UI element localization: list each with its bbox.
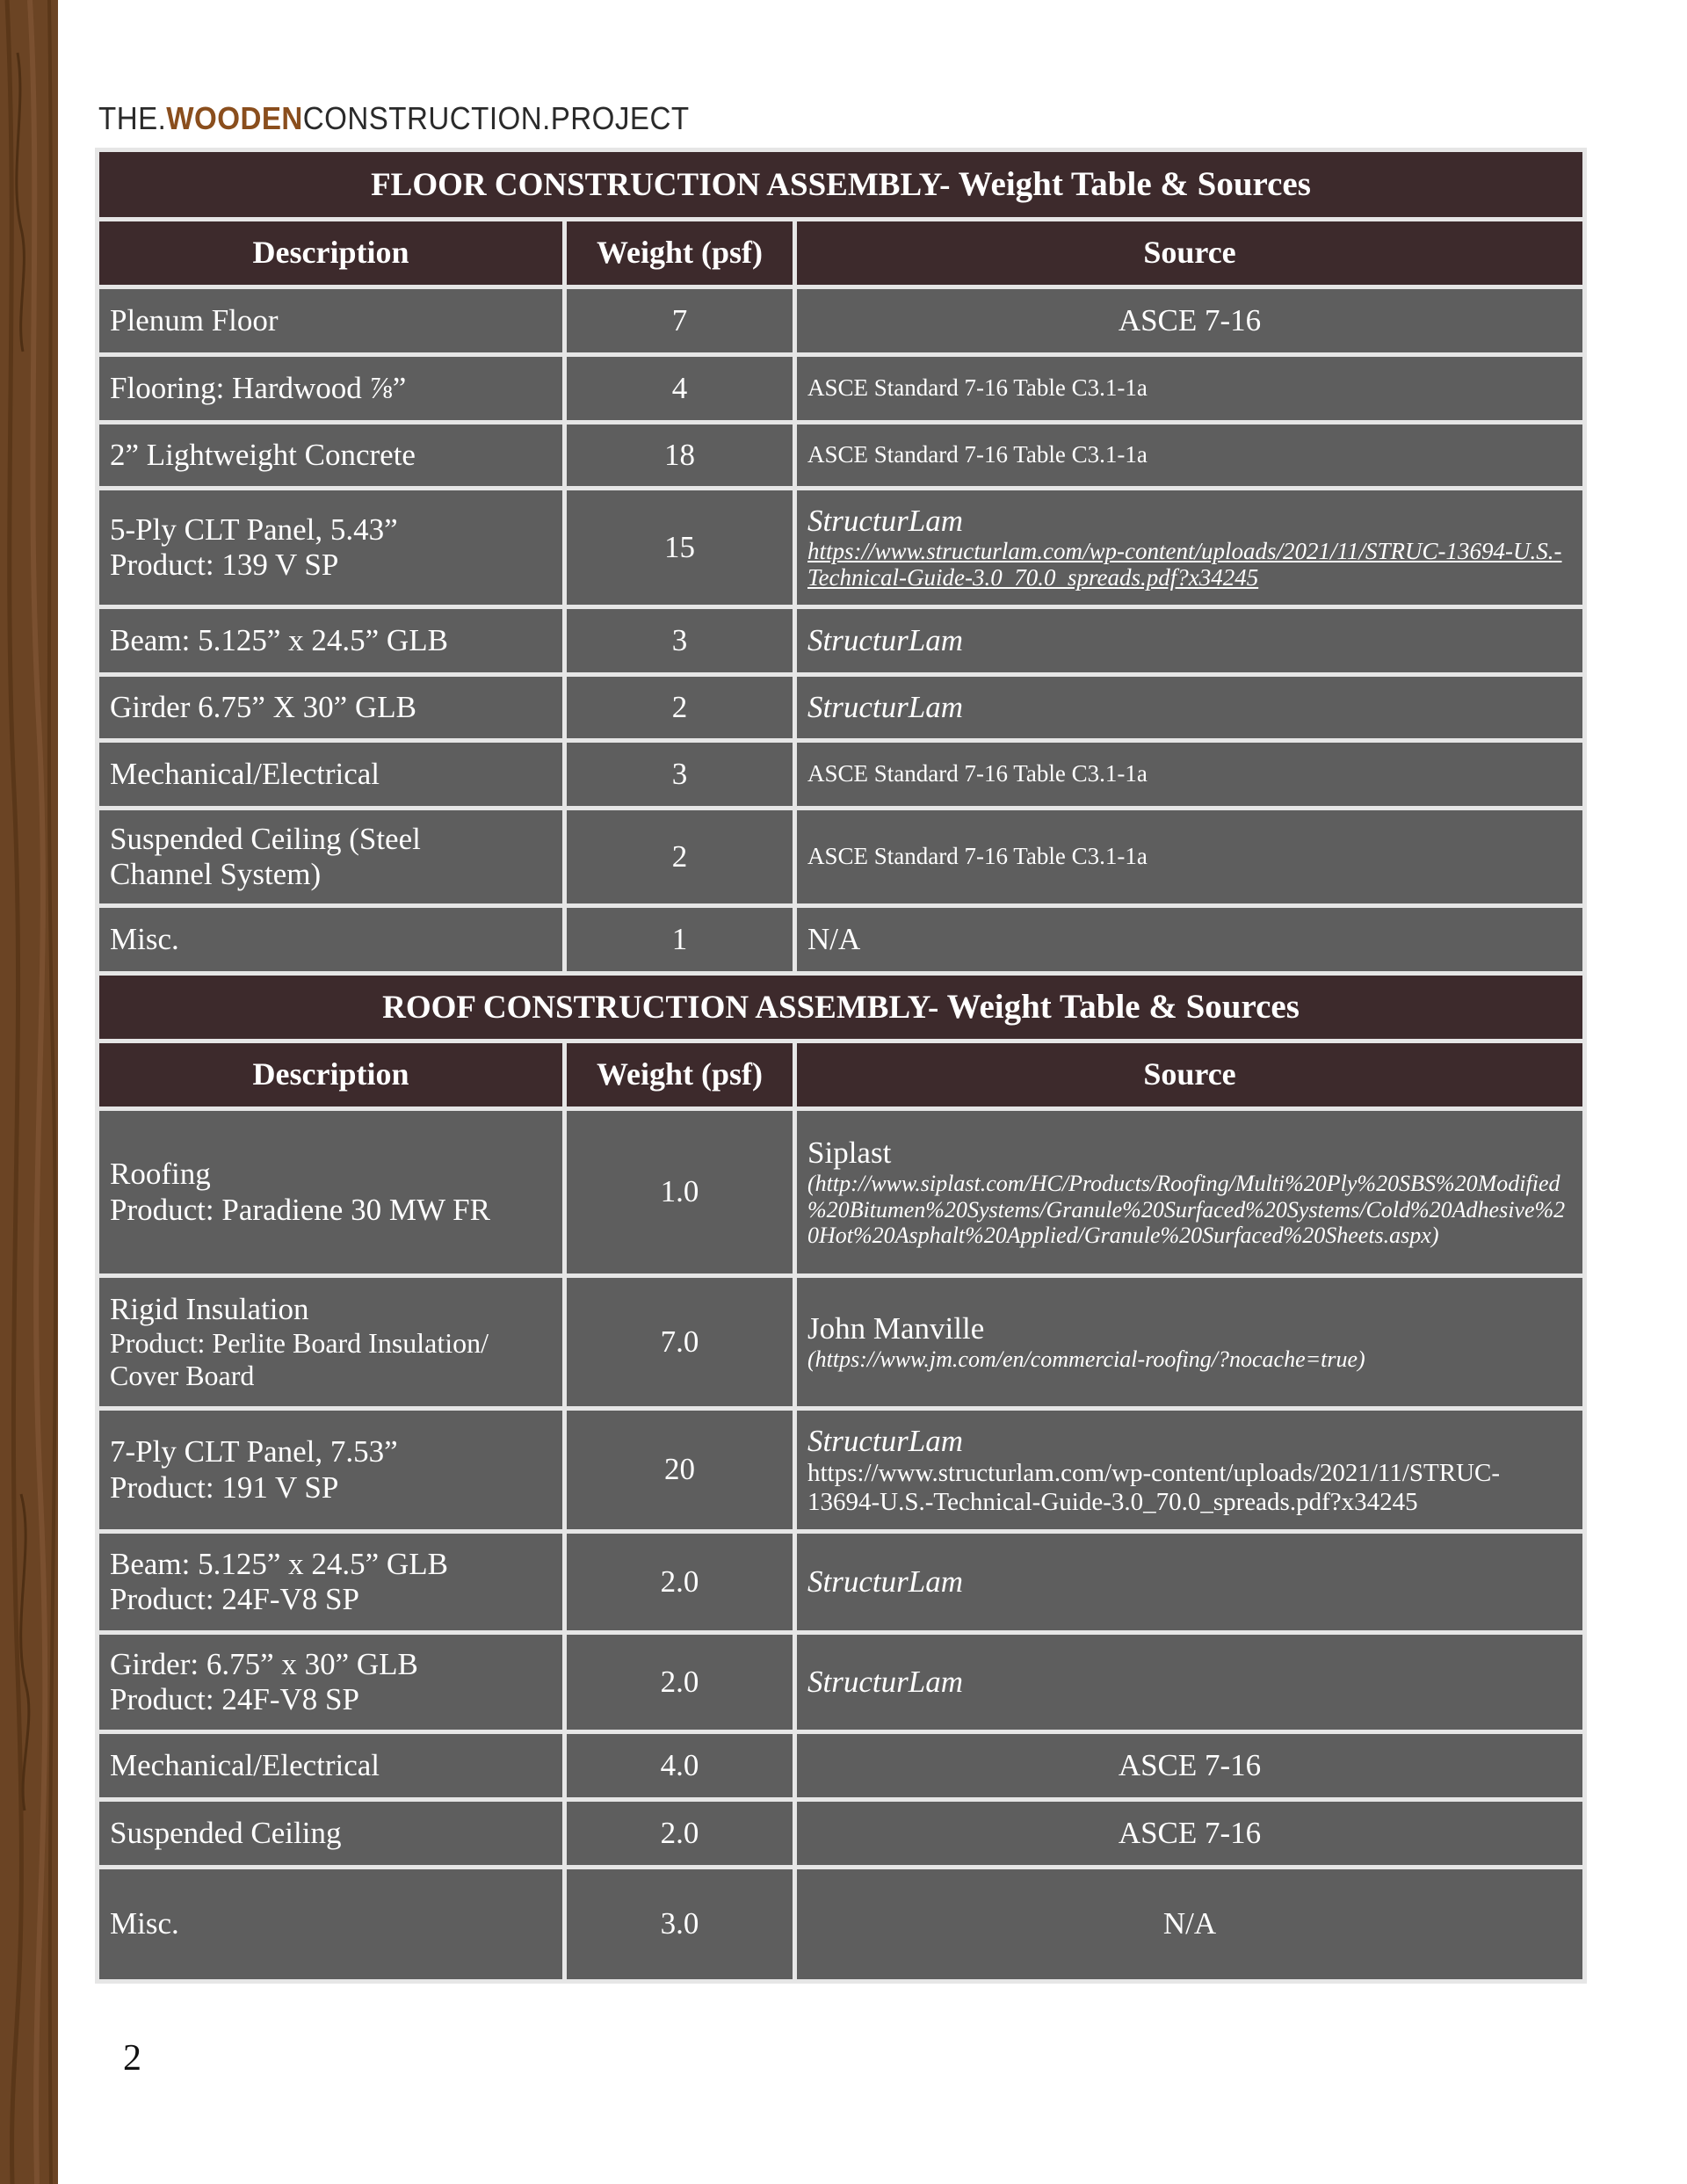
weight-cell: 2 (567, 677, 793, 738)
weight-cell: 3.0 (567, 1869, 793, 1979)
source-name: N/A (1162, 1906, 1217, 1941)
table-row (99, 490, 1582, 605)
table-row (99, 810, 1582, 903)
description-line: Product: 191 V SP (110, 1469, 339, 1505)
description-line: Rigid Insulation (110, 1292, 309, 1327)
floor-header-source: Source (797, 221, 1582, 285)
description-line: Mechanical/Electrical (110, 756, 380, 791)
floor-section-title: FLOOR CONSTRUCTION ASSEMBLY- Weight Table & Sources (99, 152, 1582, 217)
source-name: StructurLam (807, 622, 963, 657)
source-name: ASCE Standard 7-16 Table C3.1-1a (807, 843, 1148, 870)
roof-header-source: Source (797, 1043, 1582, 1107)
table-row (99, 289, 1582, 352)
weight-cell: 2 (567, 810, 793, 903)
floor-header-weight: Weight (psf) (567, 221, 793, 285)
source-cell (797, 1869, 1582, 1979)
description-cell (99, 490, 562, 605)
floor-header-description: Description (99, 221, 562, 285)
source-cell (797, 1635, 1582, 1730)
source-cell (797, 490, 1582, 605)
source-cell (797, 810, 1582, 903)
source-name: John Manville (807, 1311, 985, 1346)
page-number: 2 (123, 2038, 141, 2079)
weight-cell: 20 (567, 1411, 793, 1529)
description-line: Roofing (110, 1157, 211, 1192)
description-line: Product: 139 V SP (110, 548, 339, 582)
brand-accent: WOODEN (166, 100, 303, 136)
roof-header-weight: Weight (psf) (567, 1043, 793, 1107)
description-cell (99, 1278, 562, 1406)
description-line: Plenum Floor (110, 302, 279, 337)
description-line: Suspended Ceiling (Steel (110, 821, 421, 856)
table-row (99, 1111, 1582, 1273)
brand-suffix: CONSTRUCTION.PROJECT (302, 100, 690, 136)
weight-cell: 15 (567, 490, 793, 605)
roof-column-header-row (99, 1043, 1582, 1107)
description-line: Misc. (110, 921, 179, 956)
source-cell (797, 1278, 1582, 1406)
description-line: Misc. (110, 1906, 179, 1941)
table-row (99, 1869, 1582, 1979)
description-cell (99, 1734, 562, 1797)
description-cell (99, 810, 562, 903)
source-cell (797, 424, 1582, 486)
description-line: Girder: 6.75” x 30” GLB (110, 1646, 418, 1681)
source-cell (797, 1802, 1582, 1865)
table-row (99, 1411, 1582, 1529)
table-row (99, 1635, 1582, 1730)
source-name: N/A (807, 921, 861, 956)
description-line: Product: Perlite Board Insulation/ (110, 1327, 489, 1360)
description-cell (99, 1534, 562, 1630)
source-cell (797, 357, 1582, 420)
table-row (99, 677, 1582, 738)
description-cell (99, 1802, 562, 1865)
floor-section-title-row (99, 152, 1582, 217)
table-row (99, 357, 1582, 420)
source-name: StructurLam (807, 1664, 963, 1699)
weight-cell: 7.0 (567, 1278, 793, 1406)
description-cell (99, 357, 562, 420)
source-cell (797, 289, 1582, 352)
source-cell (797, 1734, 1582, 1797)
weight-cell: 2.0 (567, 1635, 793, 1730)
brand-logo (98, 100, 690, 137)
weight-table (95, 148, 1587, 1984)
source-url: https://www.structurlam.com/wp-content/uploads/2021/11/STRUC-13694-U.S.-Technical-Guide-3.0_70.0_spreads.pdf?x34245 (807, 1459, 1501, 1516)
weight-cell: 2.0 (567, 1534, 793, 1630)
source-cell (797, 1534, 1582, 1630)
source-name: ASCE Standard 7-16 Table C3.1-1a (807, 374, 1148, 402)
source-cell (797, 743, 1582, 806)
description-line: 5-Ply CLT Panel, 5.43” (110, 512, 398, 547)
brand-prefix: THE. (98, 100, 167, 136)
description-line: Channel System) (110, 857, 322, 891)
weight-table-body (99, 152, 1582, 1979)
source-cell (797, 908, 1582, 971)
source-cell (797, 1411, 1582, 1529)
weight-cell: 1.0 (567, 1111, 793, 1273)
description-line: Beam: 5.125” x 24.5” GLB (110, 622, 448, 657)
source-name: Siplast (807, 1135, 892, 1170)
source-name: StructurLam (807, 1423, 963, 1458)
table-row (99, 424, 1582, 486)
weight-cell: 1 (567, 908, 793, 971)
source-name: StructurLam (807, 1564, 963, 1599)
table-row (99, 908, 1582, 971)
source-name: ASCE 7-16 (1118, 302, 1262, 337)
source-name: ASCE 7-16 (1118, 1815, 1262, 1850)
roof-header-description: Description (99, 1043, 562, 1107)
wood-grain-border (0, 0, 58, 2184)
description-cell (99, 1869, 562, 1979)
weight-cell: 7 (567, 289, 793, 352)
description-line: Suspended Ceiling (110, 1815, 342, 1850)
description-line: Product: 24F-V8 SP (110, 1682, 359, 1716)
description-cell (99, 609, 562, 672)
source-name: ASCE 7-16 (1118, 1747, 1262, 1782)
weight-cell: 4.0 (567, 1734, 793, 1797)
weight-cell: 18 (567, 424, 793, 486)
description-cell (99, 1111, 562, 1273)
description-cell (99, 289, 562, 352)
description-line: Beam: 5.125” x 24.5” GLB (110, 1546, 448, 1581)
source-url: (http://www.siplast.com/HC/Products/Roofing/Multi%20Ply%20SBS%20Modified%20Bitumen%20Systems/Granule%20Surfaced%20Systems/Cold%20Adhesive%20Hot%20Asphalt%20Applied/Granule%20Surfaced%20Sheets.aspx) (807, 1171, 1566, 1249)
source-url: (https://www.jm.com/en/commercial-roofing/?nocache=true) (807, 1346, 1365, 1373)
floor-column-header-row (99, 221, 1582, 285)
description-line: Mechanical/Electrical (110, 1747, 380, 1782)
description-line: Girder 6.75” X 30” GLB (110, 689, 416, 724)
description-cell (99, 908, 562, 971)
description-line: Product: Paradiene 30 MW FR (110, 1192, 490, 1227)
description-line: Product: 24F-V8 SP (110, 1582, 359, 1616)
weight-cell: 3 (567, 743, 793, 806)
table-row (99, 609, 1582, 672)
description-cell (99, 1635, 562, 1730)
description-cell (99, 677, 562, 738)
description-line: 2” Lightweight Concrete (110, 437, 416, 472)
source-cell (797, 1111, 1582, 1273)
source-name: ASCE Standard 7-16 Table C3.1-1a (807, 760, 1148, 787)
roof-section-title: ROOF CONSTRUCTION ASSEMBLY- Weight Table & Sources (99, 976, 1582, 1039)
table-row (99, 1534, 1582, 1630)
description-cell (99, 424, 562, 486)
weight-cell: 2.0 (567, 1802, 793, 1865)
description-line: Cover Board (110, 1360, 255, 1392)
source-name: ASCE Standard 7-16 Table C3.1-1a (807, 441, 1148, 468)
source-name: StructurLam (807, 504, 963, 539)
description-cell (99, 743, 562, 806)
weight-cell: 4 (567, 357, 793, 420)
table-row (99, 1734, 1582, 1797)
weight-cell: 3 (567, 609, 793, 672)
table-row (99, 1802, 1582, 1865)
source-cell (797, 609, 1582, 672)
source-link[interactable]: https://www.structurlam.com/wp-content/uploads/2021/11/STRUC-13694-U.S.-Technical-Guide-3.0_70.0_spreads.pdf?x34245 (807, 538, 1562, 591)
source-name: StructurLam (807, 689, 963, 724)
table-row (99, 743, 1582, 806)
description-line: Flooring: Hardwood ⅞” (110, 370, 407, 405)
source-cell (797, 677, 1582, 738)
description-line: 7-Ply CLT Panel, 7.53” (110, 1434, 398, 1469)
table-row (99, 1278, 1582, 1406)
description-cell (99, 1411, 562, 1529)
roof-section-title-row (99, 976, 1582, 1039)
